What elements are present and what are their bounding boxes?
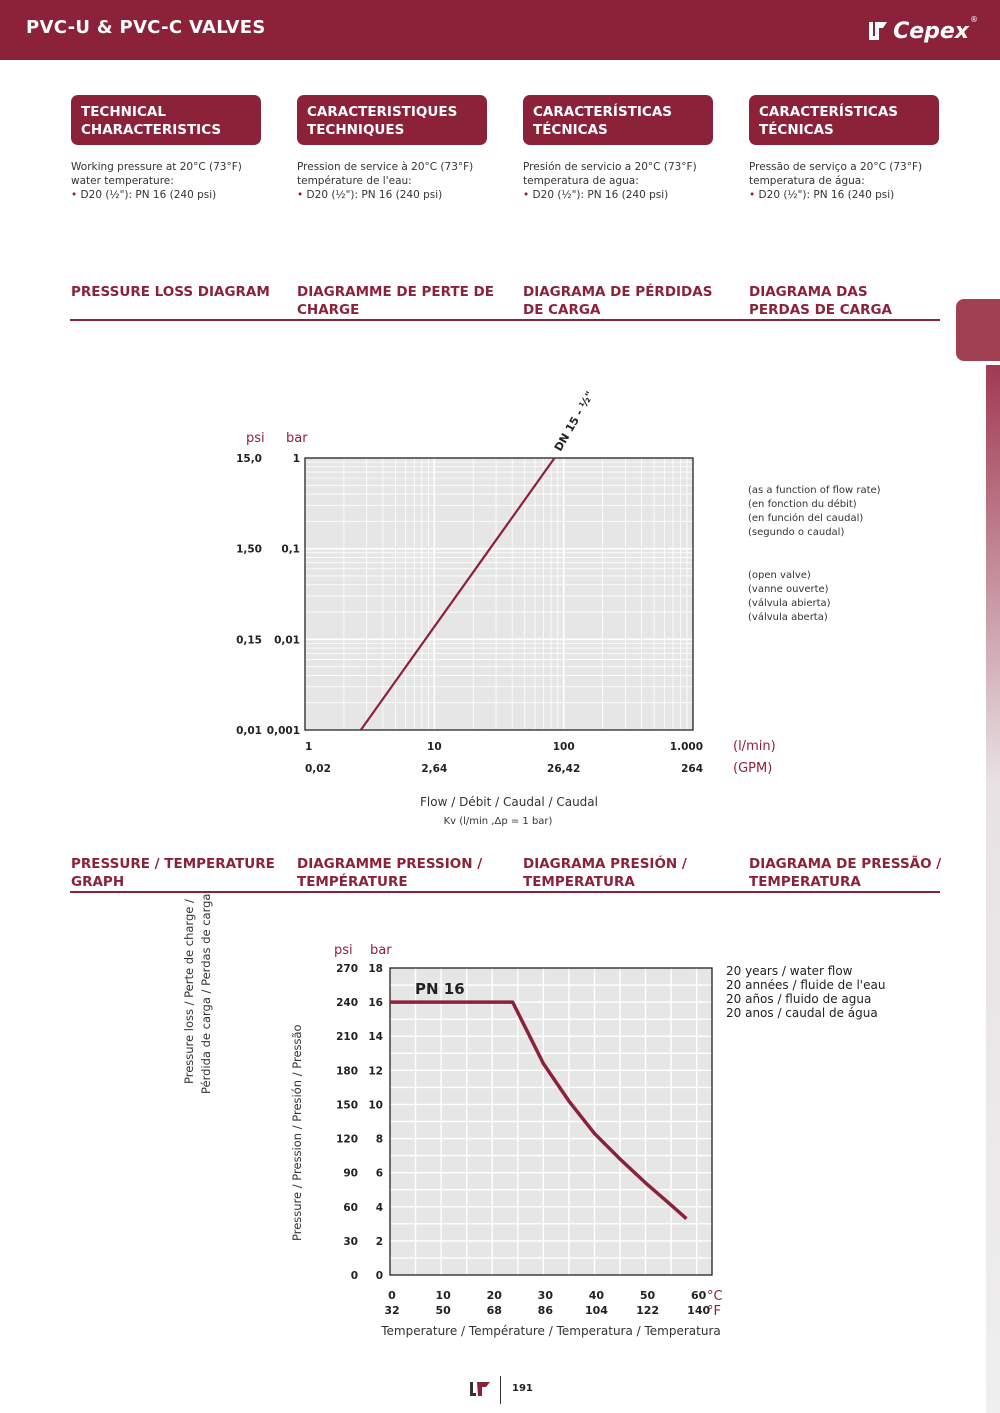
y-tick-bar: 6 — [375, 1167, 383, 1180]
page-number: 191 — [512, 1383, 533, 1394]
footer-divider — [500, 1376, 501, 1404]
y-tick-psi: 240 — [336, 997, 358, 1010]
bullet: • — [297, 189, 304, 201]
note-line: 20 années / fluide de l'eau — [726, 978, 886, 992]
tech-spec: D20 (½"): PN 16 (240 psi) — [532, 189, 669, 201]
y-tick-bar: 0,1 — [281, 543, 300, 556]
x-tick-fahrenheit: 122 — [636, 1304, 660, 1317]
note-flow-function — [748, 484, 881, 540]
y-tick-bar: 8 — [375, 1133, 383, 1146]
x-tick-gpm: 264 — [681, 763, 703, 775]
series-label-dn15: DN 15 - ½" — [551, 389, 597, 454]
y-unit-psi: psi — [246, 431, 265, 446]
chapter-tab — [956, 299, 1000, 361]
y-tick-bar: 16 — [368, 997, 383, 1010]
loss-heading-es: DIAGRAMA DE PÉRDIDAS DE CARGA — [523, 284, 713, 318]
tech-text-pt — [749, 160, 949, 202]
brand-logo — [865, 14, 978, 44]
y-axis-label-1: Pressure loss / Perte de charge / — [182, 899, 196, 1084]
y-tick-psi: 30 — [343, 1235, 358, 1248]
tech-spec: D20 (½"): PN 16 (240 psi) — [80, 189, 217, 201]
x-tick-fahrenheit: 32 — [384, 1304, 400, 1317]
x-axis-label: Temperature / Température / Temperatura / Temperatura — [381, 1324, 721, 1338]
tech-text-es — [523, 160, 723, 202]
y-tick-psi: 210 — [336, 1031, 358, 1044]
tech-spec: D20 (½"): PN 16 (240 psi) — [306, 189, 443, 201]
x-unit-lmin: (l/min) — [733, 739, 776, 754]
y-tick-bar: 18 — [368, 963, 383, 975]
cepex-logo-icon — [865, 18, 889, 44]
y-tick-bar: 0 — [375, 1270, 383, 1282]
tech-text-line: Pression de service à 20°C (73°F) température de l'eau: — [297, 161, 474, 187]
x-axis-sublabel: Kv (l/min ,Δp = 1 bar) — [443, 816, 553, 827]
x-tick-fahrenheit: 50 — [435, 1304, 451, 1317]
header-bar — [0, 0, 1000, 60]
loss-heading-pt: DIAGRAMA DAS PERDAS DE CARGA — [749, 284, 892, 318]
pt-heading-es: DIAGRAMA PRESIÓN / TEMPERATURA — [523, 856, 687, 890]
x-tick-celsius: 50 — [639, 1289, 656, 1302]
bullet: • — [71, 189, 78, 201]
section-divider — [70, 891, 940, 893]
note-line: (en función del caudal) — [748, 513, 864, 524]
y-tick-psi: 150 — [336, 1099, 358, 1112]
y-tick-bar: 0,01 — [274, 634, 300, 647]
x-tick-gpm: 0,02 — [305, 763, 331, 775]
x-tick-celsius: 0 — [388, 1289, 396, 1302]
y-tick-psi: 0,15 — [236, 634, 262, 647]
note-line: (en fonction du débit) — [748, 499, 857, 510]
x-axis-label: Flow / Débit / Caudal / Caudal — [420, 795, 598, 809]
note-line: (segundo o caudal) — [748, 527, 845, 538]
pt-heading-fr: DIAGRAMME PRESSION / TEMPÉRATURE — [297, 856, 483, 890]
chart-title: PN 16 — [415, 980, 465, 998]
x-tick-celsius: 40 — [588, 1289, 605, 1302]
y-unit-psi: psi — [334, 943, 353, 958]
x-tick-gpm: 2,64 — [421, 763, 448, 775]
tech-text-fr — [297, 160, 497, 202]
y-tick-psi: 0,01 — [236, 725, 262, 737]
registered-mark: ® — [970, 14, 978, 24]
y-unit-bar: bar — [370, 943, 392, 958]
x-tick-lmin: 100 — [552, 741, 575, 753]
section-divider — [70, 319, 940, 321]
y-tick-bar: 0,001 — [266, 725, 300, 737]
tech-heading-es: CARACTERÍSTICAS TÉCNICAS — [523, 95, 713, 145]
note-line: 20 años / fluido de agua — [726, 992, 872, 1006]
y-tick-psi: 90 — [343, 1167, 358, 1180]
y-unit-bar: bar — [286, 431, 308, 446]
tech-text-line: Pressão de serviço a 20°C (73°F) temperatura de água: — [749, 161, 923, 187]
x-tick-gpm: 26,42 — [547, 763, 581, 775]
x-tick-fahrenheit: 86 — [537, 1304, 553, 1317]
page-title: PVC-U & PVC-C VALVES — [26, 17, 266, 38]
tech-heading-fr: CARACTERISTIQUES TECHNIQUES — [297, 95, 487, 145]
pt-grid — [390, 968, 712, 1275]
y-tick-bar: 10 — [368, 1099, 383, 1112]
y-tick-psi: 15,0 — [236, 453, 262, 465]
y-tick-psi: 270 — [336, 963, 358, 975]
bullet: • — [523, 189, 530, 201]
x-tick-lmin: 1.000 — [669, 741, 703, 753]
x-unit-fahrenheit: °F — [707, 1304, 721, 1319]
footer-logo-icon — [468, 1378, 492, 1398]
note-line: 20 anos / caudal de água — [726, 1006, 878, 1020]
x-tick-fahrenheit: 140 — [687, 1304, 711, 1317]
tech-heading-en: TECHNICAL CHARACTERISTICS — [71, 95, 261, 145]
x-tick-fahrenheit: 68 — [486, 1304, 502, 1317]
tech-text-line: Working pressure at 20°C (73°F) water temperature: — [71, 161, 242, 187]
y-tick-psi: 1,50 — [236, 543, 262, 556]
note-line: (válvula aberta) — [748, 612, 828, 623]
y-tick-psi: 60 — [343, 1201, 358, 1214]
y-axis-label: Pressure / Pression / Presión / Pressão — [290, 1024, 304, 1241]
y-tick-psi: 0 — [350, 1270, 358, 1282]
x-tick-celsius: 10 — [435, 1289, 451, 1302]
x-unit-gpm: (GPM) — [733, 761, 773, 776]
note-line: (as a function of flow rate) — [748, 485, 881, 496]
note-open-valve — [748, 569, 831, 625]
loss-grid — [305, 458, 693, 730]
y-tick-bar: 12 — [368, 1065, 383, 1078]
bullet: • — [749, 189, 756, 201]
y-tick-psi: 120 — [336, 1133, 358, 1146]
loss-heading-en: PRESSURE LOSS DIAGRAM — [71, 284, 270, 300]
y-tick-bar: 14 — [368, 1031, 383, 1044]
pt-heading-en: PRESSURE / TEMPERATURE GRAPH — [71, 856, 275, 890]
x-tick-lmin: 10 — [427, 741, 442, 753]
tech-spec: D20 (½"): PN 16 (240 psi) — [758, 189, 895, 201]
x-tick-lmin: 1 — [305, 741, 313, 753]
x-tick-fahrenheit: 104 — [584, 1304, 608, 1317]
x-unit-celsius: °C — [707, 1289, 723, 1304]
brand-name: Cepex — [893, 18, 969, 44]
y-axis-label-2: Pérdida de carga / Perdas de carga — [199, 893, 213, 1094]
x-tick-celsius: 30 — [537, 1289, 553, 1302]
y-tick-bar: 4 — [375, 1201, 383, 1214]
plot-background — [305, 458, 693, 730]
y-tick-bar: 1 — [292, 453, 300, 465]
x-tick-celsius: 20 — [486, 1289, 502, 1302]
note-service-life — [726, 964, 885, 1020]
tech-text-line: Presión de servicio a 20°C (73°F) temperatura de agua: — [523, 161, 697, 187]
note-line: (válvula abierta) — [748, 598, 831, 609]
y-tick-bar: 2 — [375, 1235, 383, 1248]
note-line: (vanne ouverte) — [748, 584, 829, 595]
y-tick-psi: 180 — [336, 1065, 358, 1078]
pt-heading-pt: DIAGRAMA DE PRESSÃO / TEMPERATURA — [749, 856, 942, 890]
note-line: 20 years / water flow — [726, 964, 853, 978]
tech-text-en — [71, 160, 271, 202]
tech-heading-pt: CARACTERÍSTICAS TÉCNICAS — [749, 95, 939, 145]
note-line: (open valve) — [748, 570, 811, 581]
loss-heading-fr: DIAGRAMME DE PERTE DE CHARGE — [297, 284, 494, 318]
x-tick-celsius: 60 — [691, 1289, 707, 1302]
